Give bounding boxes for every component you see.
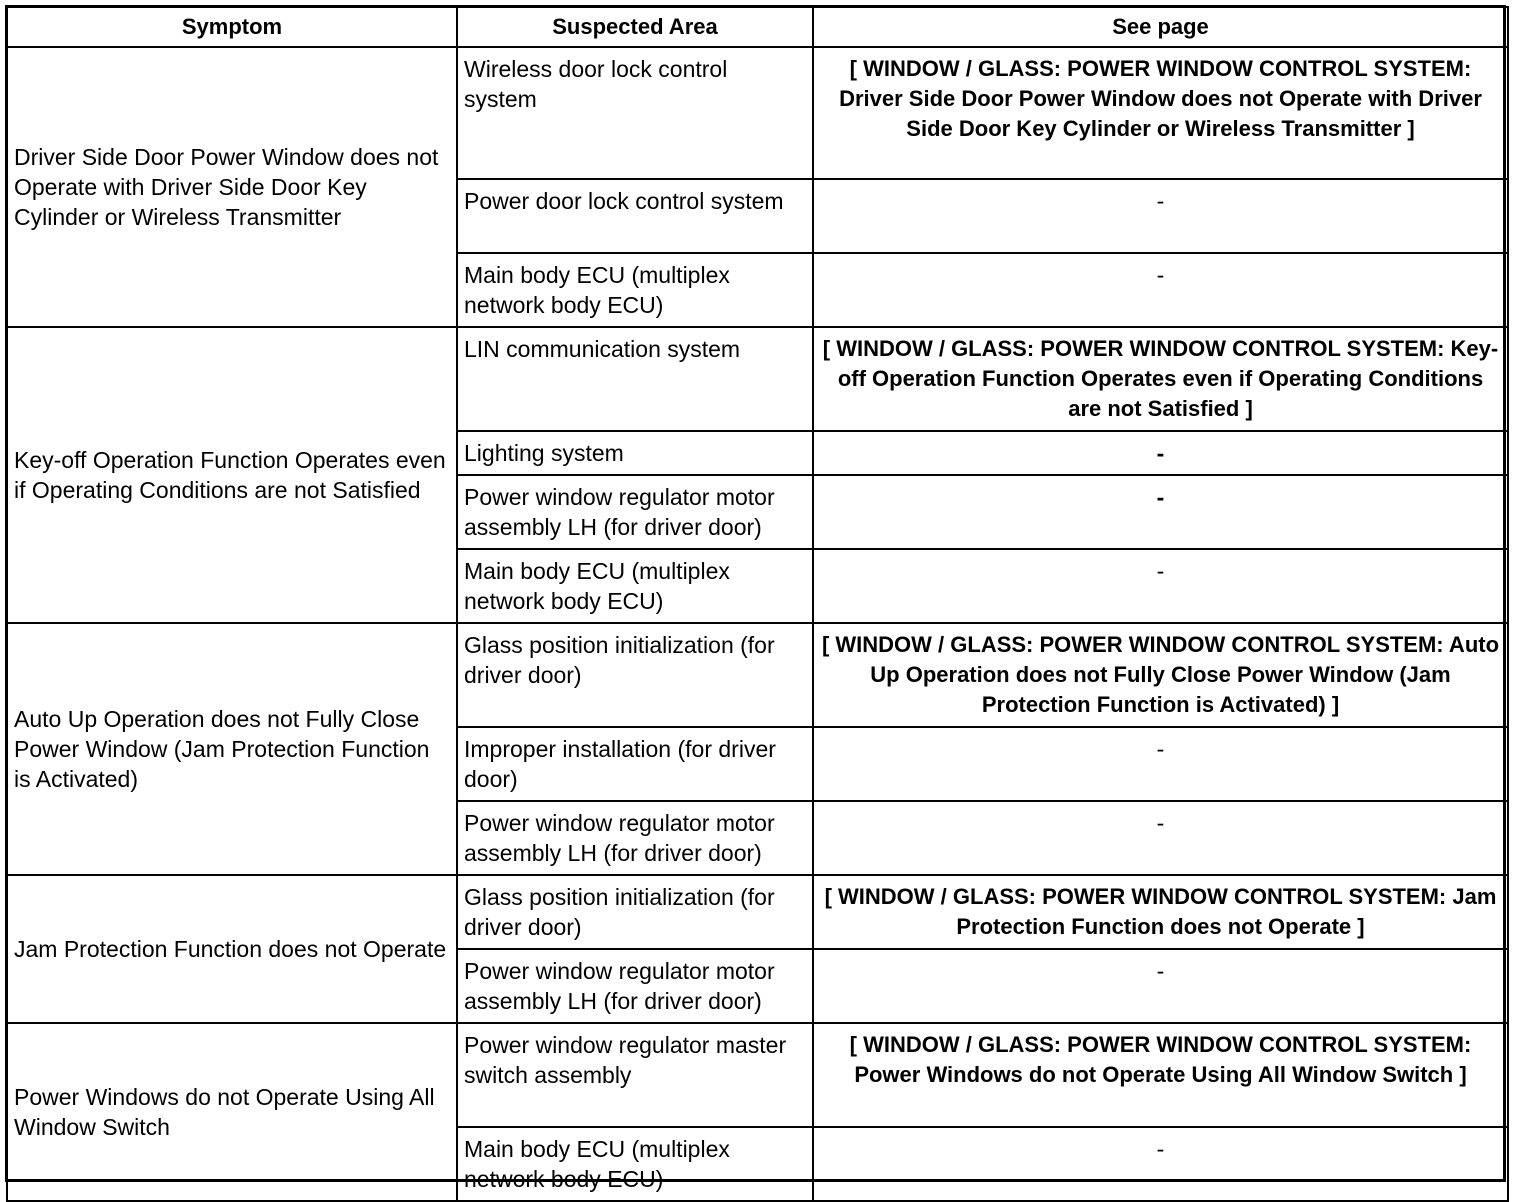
symptom-cell: Auto Up Operation does not Fully Close Power Window (Jam Protection Function is Activated) xyxy=(7,623,457,875)
table-row xyxy=(7,327,1508,431)
suspected-area-cell: Power window regulator motor assembly LH (for driver door) xyxy=(457,801,813,875)
table-row xyxy=(7,1023,1508,1127)
see-page-link[interactable]: [ WINDOW / GLASS: POWER WINDOW CONTROL SYSTEM: Jam Protection Function does not Operate ] xyxy=(813,875,1508,949)
suspected-area-cell: Power door lock control system xyxy=(457,179,813,253)
see-page-link[interactable]: [ WINDOW / GLASS: POWER WINDOW CONTROL SYSTEM: Power Windows do not Operate Using All Window Switch ] xyxy=(813,1023,1508,1127)
see-page-cell: - xyxy=(813,1127,1508,1201)
table-row xyxy=(7,875,1508,949)
see-page-cell: - xyxy=(813,431,1508,475)
suspected-area-cell: Power window regulator motor assembly LH (for driver door) xyxy=(457,475,813,549)
see-page-link[interactable]: [ WINDOW / GLASS: POWER WINDOW CONTROL SYSTEM: Auto Up Operation does not Fully Close Power Window (Jam Protection Function is Activated) ] xyxy=(813,623,1508,727)
see-page-cell: - xyxy=(813,727,1508,801)
suspected-area-cell: Glass position initialization (for driver door) xyxy=(457,875,813,949)
header-suspected-area: Suspected Area xyxy=(457,7,813,47)
table-row xyxy=(7,47,1508,179)
symptom-cell: Jam Protection Function does not Operate xyxy=(7,875,457,1023)
see-page-cell: - xyxy=(813,179,1508,253)
troubleshooting-table xyxy=(6,6,1509,1202)
symptom-cell: Driver Side Door Power Window does not Operate with Driver Side Door Key Cylinder or Wireless Transmitter xyxy=(7,47,457,327)
suspected-area-cell: Main body ECU (multiplex network body ECU) xyxy=(457,253,813,327)
suspected-area-cell: Wireless door lock control system xyxy=(457,47,813,179)
suspected-area-cell: Lighting system xyxy=(457,431,813,475)
see-page-link[interactable]: [ WINDOW / GLASS: POWER WINDOW CONTROL SYSTEM: Driver Side Door Power Window does not Operate with Driver Side Door Key Cylinder or Wireless Transmitter ] xyxy=(813,47,1508,179)
suspected-area-cell: LIN communication system xyxy=(457,327,813,431)
see-page-cell: - xyxy=(813,253,1508,327)
see-page-cell: - xyxy=(813,475,1508,549)
header-see-page: See page xyxy=(813,7,1508,47)
suspected-area-cell: Improper installation (for driver door) xyxy=(457,727,813,801)
header-symptom: Symptom xyxy=(7,7,457,47)
see-page-cell: - xyxy=(813,801,1508,875)
see-page-cell: - xyxy=(813,549,1508,623)
see-page-link[interactable]: [ WINDOW / GLASS: POWER WINDOW CONTROL SYSTEM: Key-off Operation Function Operates even if Operating Conditions are not Satisfied ] xyxy=(813,327,1508,431)
suspected-area-cell: Main body ECU (multiplex network body ECU) xyxy=(457,1127,813,1201)
suspected-area-cell: Glass position initialization (for driver door) xyxy=(457,623,813,727)
symptom-cell: Key-off Operation Function Operates even if Operating Conditions are not Satisfied xyxy=(7,327,457,623)
symptom-cell: Power Windows do not Operate Using All Window Switch xyxy=(7,1023,457,1201)
suspected-area-cell: Main body ECU (multiplex network body ECU) xyxy=(457,549,813,623)
table-row xyxy=(7,623,1508,727)
header-row xyxy=(7,7,1508,47)
suspected-area-cell: Power window regulator motor assembly LH (for driver door) xyxy=(457,949,813,1023)
see-page-cell: - xyxy=(813,949,1508,1023)
suspected-area-cell: Power window regulator master switch assembly xyxy=(457,1023,813,1127)
